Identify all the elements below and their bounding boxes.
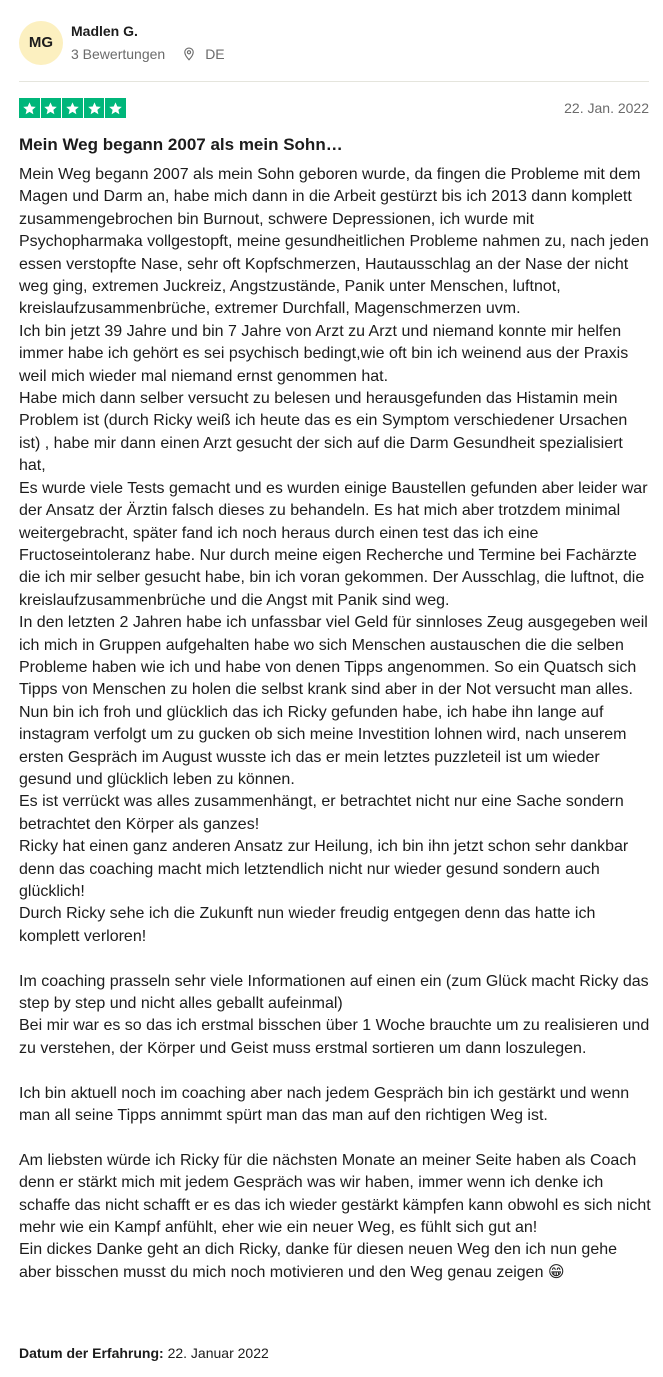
- review-paragraph: Es ist verrückt was alles zusammenhängt, er betrachtet nicht nur eine Sache sondern betrachtet den Körper als ganzes!: [19, 793, 624, 833]
- divider: [19, 81, 649, 82]
- country-code: DE: [205, 46, 225, 62]
- reviews-count: 3 Bewertungen: [71, 46, 166, 62]
- review-paragraph: Ich bin aktuell noch im coaching aber nach jedem Gespräch bin ich gestärkt und wenn man all seine Tipps annimmt spürt man das man auf den richtigen Weg ist.: [19, 1084, 630, 1125]
- star-icon: [84, 98, 105, 118]
- reviewer-meta: [71, 46, 225, 62]
- review-paragraph: Nun bin ich froh und glücklich das ich Ricky gefunden habe, ich habe ihn lange auf instagram verfolgt um zu gucken ob sich meine Investition lohnen wird, nach unserem ersten Gespräch im August wusste ich das er mein letztes puzzleteil ist um wieder gesund und glücklich leben zu können.: [19, 703, 627, 788]
- star-rating: [19, 98, 126, 118]
- review-paragraph: In den letzten 2 Jahren habe ich unfassbar viel Geld für sinnloses Zeug ausgegeben weil ich mich in Gruppen aufgehalten habe wo sich Menschen austauschen die die selben Probleme haben wie ich und habe von denen Tipps angenommen. So ein Quatsch sich Tipps von Menschen zu holen die selbst krank sind aber in der Not versucht man alles.: [19, 614, 648, 699]
- review-title[interactable]: Mein Weg begann 2007 als mein Sohn…: [19, 135, 343, 154]
- review-date: 22. Jan. 2022: [564, 100, 649, 116]
- experience-date-value: 22. Januar 2022: [167, 1345, 269, 1361]
- review-paragraph: Habe mich dann selber versucht zu belesen und herausgefunden das Histamin mein Problem ist (durch Ricky weiß ich heute das es ein Symptom verschiedener Ursachen ist) , habe mir dann einen Arzt gesucht der sich auf die Darm Gesundheit spezialisiert hat,: [19, 390, 628, 475]
- review-paragraph: Mein Weg begann 2007 als mein Sohn geboren wurde, da fingen die Probleme mit dem Magen und Darm an, habe mich dann in die Arbeit gestürzt bis ich 2013 dann komplett zusammengebrochen bin Burnout, schwere Depressionen, ich wurde mit Psychopharmaka vollgestopft, meine gesundheitlichen Probleme nahmen zu, nach jeden essen verstopfte Nase, sehr oft Kopfschmerzen, Hautausschlag an der Nase der nicht weg ging, extremen Juckreiz, Angstzustände, Panik unter Menschen, luftnot, kreislaufzusammenbrüche, extremer Durchfall, Magenschmerzen uvm.: [19, 166, 649, 318]
- experience-date: [19, 1345, 269, 1361]
- paragraph-spacer: [19, 1060, 651, 1082]
- star-icon: [62, 98, 83, 118]
- review-paragraph: Ich bin jetzt 39 Jahre und bin 7 Jahre von Arzt zu Arzt und niemand konnte mir helfen immer habe ich gehört es sei psychisch bedingt,wie oft bin ich weinend aus der Praxis weil mich wieder mal niemand ernst genommen hat.: [19, 322, 629, 385]
- review-paragraph: Bei mir war es so das ich erstmal bisschen über 1 Woche brauchte um zu realisieren und zu verstehen, der Körper und Geist muss erstmal sortieren um dann loszulegen.: [19, 1017, 650, 1057]
- reviewer-header: [19, 21, 649, 65]
- star-icon: [105, 98, 126, 118]
- avatar[interactable]: MG: [19, 21, 63, 65]
- location-pin-icon: [182, 47, 196, 61]
- review-paragraph: Am liebsten würde ich Ricky für die nächsten Monate an meiner Seite haben als Coach denn er stärkt mich mit jedem Gespräch was wir haben, immer wenn ich denke ich schaffe das nicht schafft er es das ich wieder gestärkt kämpfen kann obwohl es sich nicht mehr wie ein Kampf anfühlt, eher wie ein neuer Weg, es fühlt sich gut an!: [19, 1151, 651, 1237]
- star-icon: [19, 98, 40, 118]
- reviewer-name[interactable]: Madlen G.: [71, 23, 138, 39]
- paragraph-spacer: [19, 948, 651, 970]
- experience-label: Datum der Erfahrung:: [19, 1345, 164, 1361]
- review-paragraph: Ein dickes Danke geht an dich Ricky, danke für diesen neuen Weg den ich nun gehe aber bisschen musst du mich noch motivieren und den Weg genau zeigen 😁: [19, 1241, 618, 1281]
- review-paragraph: Es wurde viele Tests gemacht und es wurden einige Baustellen gefunden aber leider war der Ansatz der Ärztin falsch dieses zu behandeln. Es hat mich aber trotzdem minimal weitergebracht, später fand ich noch heraus durch einen test das ich eine Fructoseintoleranz habe. Nur durch meine eigen Recherche und Termine bei Fachärzte die ich mir selber gesucht habe, bin ich voran gekommen. Der Ausschlag, die luftnot, die kreislaufzusammenbrüche und die Angst mit Panik sind weg.: [19, 479, 648, 609]
- review-paragraph: Durch Ricky sehe ich die Zukunft nun wieder freudig entgegen denn das hatte ich komplett verloren!: [19, 905, 596, 945]
- paragraph-spacer: [19, 1127, 651, 1149]
- review-paragraph: Im coaching prasseln sehr viele Informationen auf einen ein (zum Glück macht Ricky das step by step und nicht alles geballt aufeinmal): [19, 972, 649, 1013]
- reviewer-location: [182, 46, 224, 62]
- review-body: [19, 164, 651, 1284]
- review-paragraph: Ricky hat einen ganz anderen Ansatz zur Heilung, ich bin ihn jetzt schon sehr dankbar denn das coaching macht mich letztendlich nicht nur wieder gesund sondern auch glücklich!: [19, 838, 629, 900]
- star-icon: [41, 98, 62, 118]
